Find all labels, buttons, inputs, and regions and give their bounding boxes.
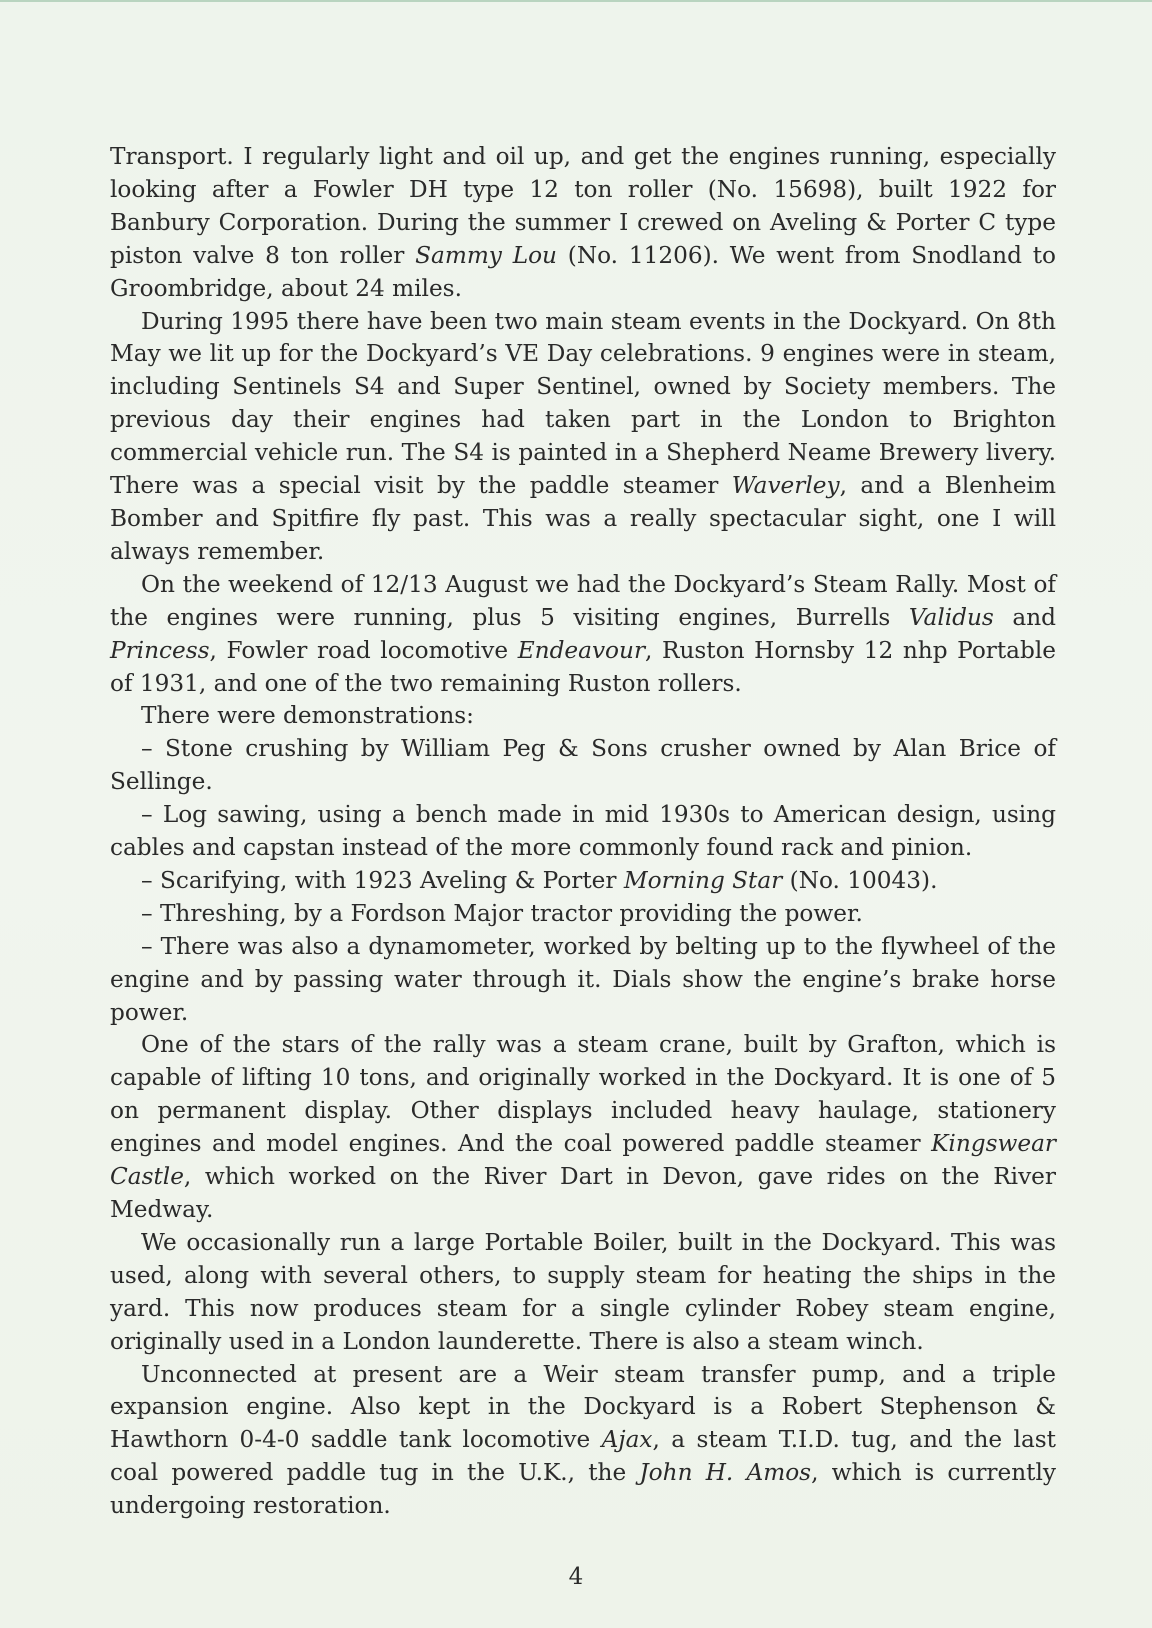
text-run: , which worked on the River Dart in Devon, gave rides on the River Medway. (110, 1163, 1056, 1223)
text-run: We occasionally run a large Portable Boiler, built in the Dockyard. This was used, along with several others, to supply steam for heating the ships in the yard. This now produces steam for a single cylinder Robey steam engine, originally used in a London launderette. There is also a steam winch. (110, 1228, 1056, 1355)
paragraph (110, 1029, 1056, 1226)
text-run: On the weekend of 12/13 August we had the Dockyard’s Steam Rally. Most of the engines were running, plus 5 visiting engines, Burrells (110, 570, 1056, 631)
text-run: , Fowler road locomotive (209, 636, 518, 664)
paragraph (110, 931, 1056, 1030)
text-run: – Stone crushing by William Peg & Sons crusher owned by Alan Brice of Sellinge. (110, 735, 1056, 796)
paragraph (110, 865, 1056, 898)
text-run: There were demonstrations: (141, 702, 474, 730)
text-run: One of the stars of the rally was a steam crane, built by Grafton, which is capable of lifting 10 tons, and originally worked in the Dockyard. It is one of 5 on permanent display. Other displays included heavy haulage, stationery engines and model engines. And the coal powered paddle steamer (110, 1031, 1056, 1158)
paragraph (110, 141, 1056, 306)
text-run: , which is currently undergoing restoration. (110, 1459, 1056, 1520)
text-run: Unconnected at present are a Weir steam transfer pump, and a triple expansion engine. Also kept in the Dockyard is a Robert Stephenson & Hawthorn 0-4-0 saddle tank locomotive (110, 1360, 1056, 1454)
text-run: (No. 10043). (782, 866, 938, 894)
text-run: , Ruston Hornsby 12 nhp Portable of 1931, and one of the two remaining Ruston rollers. (110, 636, 1056, 697)
italic-title: Endeavour (517, 636, 646, 664)
paragraph (110, 306, 1056, 569)
text-run: – Log sawing, using a bench made in mid 1930s to American design, using cables and capstan instead of the more commonly found rack and pinion. (110, 801, 1056, 862)
paragraph (110, 733, 1056, 799)
text-run: – Threshing, by a Fordson Major tractor providing the power. (141, 899, 863, 927)
text-run: – There was also a dynamometer, worked by belting up to the flywheel of the engine and by passing water through it. Dials show the engine’s brake horse power. (110, 932, 1056, 1026)
italic-title: Validus (908, 603, 994, 631)
text-run: – Scarifying, with 1923 Aveling & Porter (141, 866, 624, 894)
paragraph (110, 700, 1056, 733)
text-run: , and a Blenheim Bomber and Spitfire fly past. This was a really spectacular sight, one I will always remember. (110, 472, 1056, 565)
italic-title: Princess (110, 636, 210, 664)
italic-title: Sammy Lou (415, 241, 557, 269)
italic-title: Waverley (731, 472, 840, 500)
italic-title: John H. Amos (639, 1459, 812, 1487)
italic-title: Ajax (601, 1426, 653, 1454)
text-run: During 1995 there have been two main steam events in the Dockyard. On 8th May we lit up for the Dockyard’s VE Day celebrations. 9 engines were in steam, including Sentinels S4 and Super Sentinel, owned by Society members. The previous day their engines had taken part in the London to Brighton commercial vehicle run. The S4 is painted in a Shepherd Neame Brewery livery. There was a special visit by the paddle steamer (110, 307, 1056, 500)
text-run: and (993, 603, 1056, 631)
text-run: (No. 11206). We went from Snodland to Groombridge, about 24 miles. (110, 241, 1056, 302)
text-run: Transport. I regularly light and oil up, and get the engines running, especially looking after a Fowler DH type 12 ton roller (No. 15698), built 1922 for Banbury Corporation. During the summer I crewed on Aveling & Porter C type piston valve 8 ton roller (110, 143, 1056, 269)
paragraph (110, 1227, 1056, 1359)
paragraph (110, 569, 1056, 701)
paragraph (110, 898, 1056, 931)
italic-title: Morning Star (623, 866, 783, 894)
paragraph (110, 1359, 1056, 1524)
paragraph (110, 799, 1056, 865)
text-run: , a steam T.I.D. tug, and the last coal powered paddle tug in the U.K., the (110, 1426, 1057, 1487)
body-text (110, 141, 1056, 1523)
italic-title: Kingswear Castle (110, 1130, 1056, 1191)
page-number: 4 (568, 1564, 584, 1590)
